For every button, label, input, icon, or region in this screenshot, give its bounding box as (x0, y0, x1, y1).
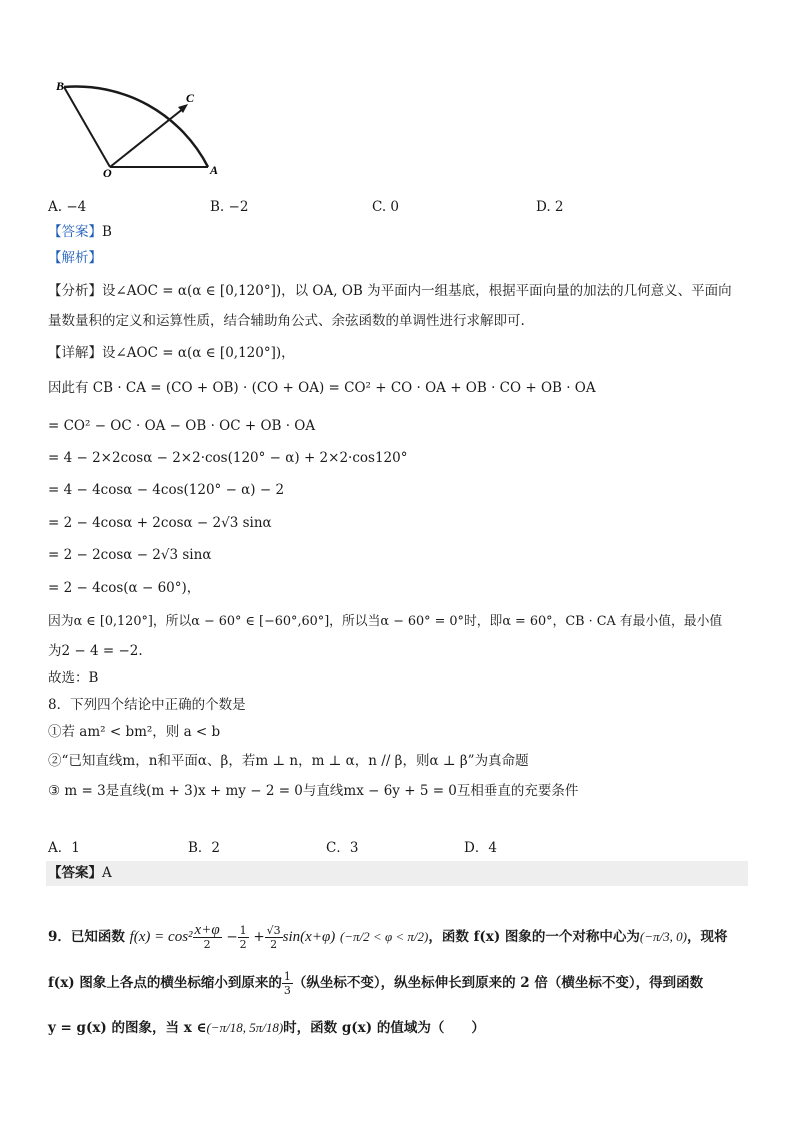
q9-text-6: y = g(x) 的图象，当 x ∈ (48, 1020, 207, 1036)
q7-option-d[interactable]: D. 2 (536, 199, 564, 215)
q7-answer (48, 222, 112, 242)
sector-figure (50, 70, 225, 180)
q8-option-b[interactable]: B．2 (188, 840, 221, 856)
q9-frac-2: $\frac{1}{2}$ (239, 924, 247, 951)
fenxi-text-1: 设∠AOC = α(α ∈ [0,120°])，以 OA, OB 为平面内一组基底，根据平面向量的加法的几何意义、平面向 (102, 283, 732, 299)
xiangjie-line-10: 为2 − 4 = −2. (48, 643, 143, 659)
q8-item-3: ③ m = 3是直线(m + 3)x + my − 2 = 0与直线mx − 6y + 5 = 0互相垂直的充要条件 (48, 783, 579, 799)
xiangjie-line-8: = 2 − 4cos(α − 60°)， (48, 580, 201, 596)
q7-option-a[interactable]: A. −4 (48, 199, 87, 215)
label-c: C (186, 91, 195, 105)
q8-answer-value: A (102, 865, 112, 881)
q9-text-4: f(x) 图象上各点的横坐标缩小到原来的 (48, 975, 282, 991)
q9-frac-1: $\frac{x+\varphi}{2}$ (194, 922, 220, 951)
q9-center: (−π/3, 0) (639, 929, 687, 944)
segment-ob (64, 87, 110, 167)
q7-conclusion: 故选：B (48, 670, 99, 686)
q7-option-c[interactable]: C. 0 (372, 199, 400, 215)
q9-sin: sin(x+φ) (282, 929, 336, 945)
q8-answer-bar (46, 861, 748, 886)
q9-text-1: 已知函数 (70, 929, 125, 945)
fenxi-tag: 【分析】 (48, 283, 102, 299)
q9-text-2: ，函数 f(x) 图象的一个对称中心为 (428, 929, 640, 945)
q8-item-1: ①若 am² < bm²，则 a < b (48, 724, 221, 740)
answer-value: B (102, 224, 112, 240)
xiangjie-tag: 【详解】 (48, 345, 102, 361)
q9-number: 9． (48, 929, 71, 945)
label-b: B (56, 79, 65, 93)
q9-text-3: ，现将 (686, 929, 728, 945)
q9-fx: f(x) = cos² (129, 929, 193, 945)
fenxi-line-1 (48, 281, 732, 301)
label-a: A (210, 163, 219, 177)
analysis-tag: 【解析】 (48, 250, 102, 266)
segment-oc (110, 108, 184, 167)
q9-text-5: （纵坐标不变），纵坐标伸长到原来的 2 倍（横坐标不变），得到函数 (292, 975, 704, 991)
q9-interval: (−π/18, 5π/18) (206, 1020, 284, 1035)
xiangjie-line-4: = 4 − 2×2cosα − 2×2·cos(120° − α) + 2×2·cos120° (48, 450, 408, 466)
answer-tag: 【答案】 (48, 224, 102, 240)
q8-option-c[interactable]: C．3 (326, 840, 359, 856)
xiangjie-line-9: 因为α ∈ [0,120°]，所以α − 60° ∈ [−60°,60°]，所以当α − 60° = 0°时，即α = 60°，CB · CA 有最小值，最小值 (48, 614, 723, 629)
xiangjie-text-1: 设∠AOC = α(α ∈ [0,120°])， (102, 345, 295, 361)
xiangjie-line-2: 因此有 CB · CA = (CO + OB) · (CO + OA) = CO² + CO · OA + OB · CO + OB · OA (48, 380, 596, 396)
q9-text-7: 时，函数 g(x) 的值域为（ ） (283, 1020, 485, 1036)
q9-line-1: 9．已知函数 f(x) = cos² $\frac{x+\varphi}{2}$ − $\frac{1}{2}$ + $\frac{√3}{2}$ sin(x+φ) (−π/2 < φ < π/2)，函数 f(x) 图象的一个对称中心为(−π/3, 0)，现将 (48, 922, 728, 951)
xiangjie-line-1 (48, 343, 295, 363)
q9-range: (−π/2 < φ < π/2) (339, 929, 429, 944)
q9-line-2 (48, 968, 703, 998)
q8-answer (48, 863, 112, 883)
q9-frac-3: $\frac{√3}{2}$ (266, 924, 281, 951)
q8-stem: 8．下列四个结论中正确的个数是 (48, 697, 246, 713)
q8-answer-tag: 【答案】 (48, 865, 102, 881)
fenxi-line-2: 量数量积的定义和运算性质，结合辅助角公式、余弦函数的单调性进行求解即可. (48, 313, 525, 329)
q9-line-3 (48, 1013, 485, 1043)
q7-option-b[interactable]: B. −2 (210, 199, 249, 215)
q8-item-2: ②“已知直线m，n和平面α、β，若m ⊥ n，m ⊥ α，n // β，则α ⊥ β”为真命题 (48, 753, 529, 769)
q8-option-a[interactable]: A．1 (48, 840, 80, 856)
label-o: O (103, 166, 112, 180)
q8-option-d[interactable]: D．4 (464, 840, 497, 856)
q9-frac-third: $\frac{1}{3}$ (283, 970, 291, 997)
xiangjie-line-7: = 2 − 2cosα − 2√3 sinα (48, 547, 212, 563)
xiangjie-line-5: = 4 − 4cosα − 4cos(120° − α) − 2 (48, 482, 285, 498)
xiangjie-line-3: = CO² − OC · OA − OB · OC + OB · OA (48, 418, 316, 434)
xiangjie-line-6: = 2 − 4cosα + 2cosα − 2√3 sinα (48, 515, 272, 531)
